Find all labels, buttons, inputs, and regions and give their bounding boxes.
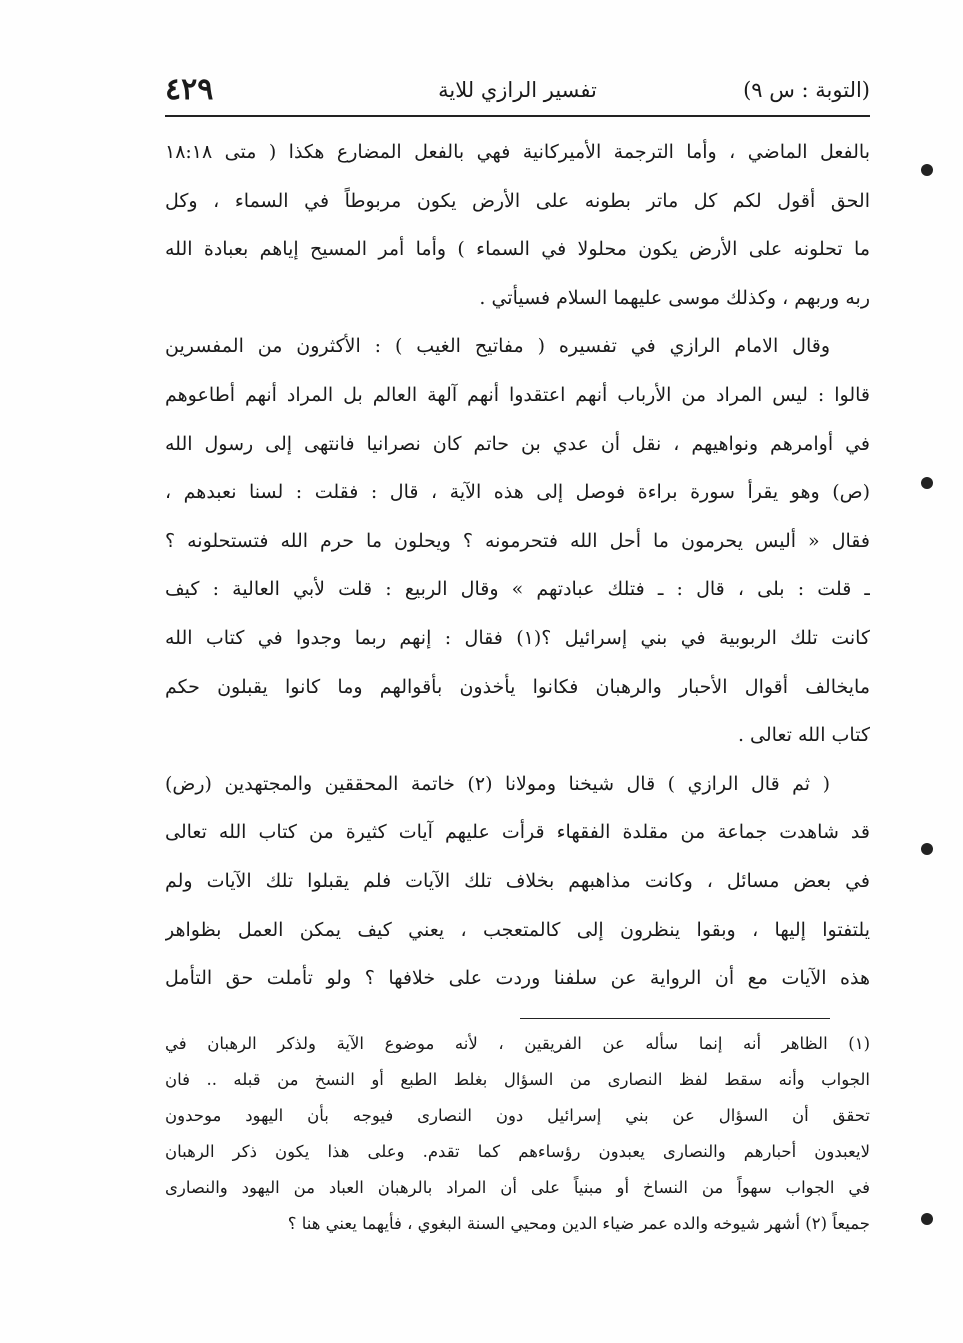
- binding-hole-mark: [921, 1213, 933, 1225]
- text-line: قد شاهدت جماعة من مقلدة الفقهاء قرأت عليهم آيات كثيرة من كتاب الله تعالى: [165, 821, 870, 844]
- binding-hole-mark: [921, 477, 933, 489]
- footnote-line: جميعاً (٢) أشهر شيوخه والده عمر ضياء الدين ومحيي السنة البغوي ، فأيهما يعني هنا ؟: [287, 1214, 870, 1233]
- text-line: وقال الامام الرازي في تفسيره ( مفاتيح الغيب ) : الأكثرون من المفسرين: [165, 335, 830, 358]
- text-line: ( ثم قال الرازي ) قال شيخنا ومولانا (٢) خاتمة المحققين والمجتهدين (رض): [165, 772, 830, 795]
- footnote-line: (١) الظاهر أنه إنما سأله عن الفريقين ، لأنه موضوع الآية ولذكر الرهبان في: [165, 1034, 870, 1053]
- text-line: بالفعل الماضي ، وأما الترجمة الأميركانية فهي بالفعل المضارع هكذا ( متى ١٨:١٨: [165, 141, 870, 163]
- footnote-line: في الجواب سهواً من النساخ أو مبنياً على أن المراد بالرهبان العباد من اليهود والنصارى: [165, 1178, 870, 1197]
- surah-reference: (التوبة : س ٩): [743, 78, 870, 102]
- text-line: في بعض مسائل ، وكانت مذاهبهم بخلاف تلك الآيات فلم يقبلوا تلك الآيات ولم: [165, 869, 870, 892]
- text-line: كتاب الله تعالى .: [737, 724, 870, 747]
- text-line: فقال « أليس يحرمون ما أحل الله فتحرمونه ؟ ويحلون ما حرم الله فتستحلونه ؟: [165, 529, 870, 552]
- footnote-line: لايعبدون أحبارهم والنصارى يعبدون رؤساءهم كما تقدم. وعلى هذا يكون ذكر الرهبان: [165, 1142, 870, 1161]
- footnote-divider: [520, 1018, 830, 1019]
- text-line: ـ قلت : بلى ، قال : ـ فتلك عبادتهم » وقال الربيع : قلت لأبي العالية : كيف: [165, 578, 870, 601]
- text-line: في أوامرهم ونواهيهم ، نقل أن عدي بن حاتم كان نصرانيا فانتهى إلى رسول الله: [165, 432, 870, 455]
- main-text: [165, 128, 870, 1003]
- footnotes: [165, 1026, 870, 1242]
- text-line: كانت تلك الربوبية في بني إسرائيل ؟(١) فقال : إنهم ربما وجدوا في كتاب الله: [165, 626, 870, 649]
- text-line: الحق أقول لكم كل ماتر بطونه على الأرض يكون مربوطاً في السماء ، وكل: [165, 189, 870, 212]
- text-line: هذه الآيات مع أن الرواية عن سلفنا وردت على خلافها ؟ ولو تأملت حق التأمل: [165, 967, 870, 990]
- footnote-line: الجواب وأنه سقط لفظ النصارى من السؤال بغلط الطبع أو النسخ من قبله .. فان: [165, 1070, 870, 1089]
- page-header: [165, 72, 870, 112]
- binding-hole-mark: [921, 164, 933, 176]
- page-number: ٤٢٩: [165, 72, 214, 107]
- binding-hole-mark: [921, 843, 933, 855]
- text-line: ما تحلونه على الأرض يكون محلولا في السماء ) وأما أمر المسيح إياهم بعبادة الله: [165, 238, 870, 261]
- footnote-line: تحقق أن السؤال عن بني إسرائيل دون النصارى فيوجه بأن اليهود موحدون: [165, 1106, 870, 1125]
- text-line: مايخالف أقوال الأحبار والرهبان فكانوا يأخذون بأقوالهم وما كانوا يقبلون حكم: [165, 675, 870, 698]
- running-title: تفسير الرازي للاية: [438, 78, 597, 102]
- text-line: ربه وربهم ، وكذلك موسى عليهما السلام فسيأتي .: [479, 286, 870, 309]
- text-line: قالوا : ليس المراد من الأرباب أنهم اعتقدوا أنهم آلهة العالم بل المراد أنهم أطاعوهم: [165, 383, 870, 406]
- text-line: (ص) وهو يقرأ سورة براءة فوصل إلى هذه الآية ، قال : فقلت : لسنا نعبدهم ،: [165, 481, 870, 504]
- header-divider: [165, 115, 870, 117]
- text-line: يلتفتوا إليها ، وبقوا ينظرون إلى كالمتعجب ، يعني كيف يمكن العمل بظواهر: [165, 918, 870, 941]
